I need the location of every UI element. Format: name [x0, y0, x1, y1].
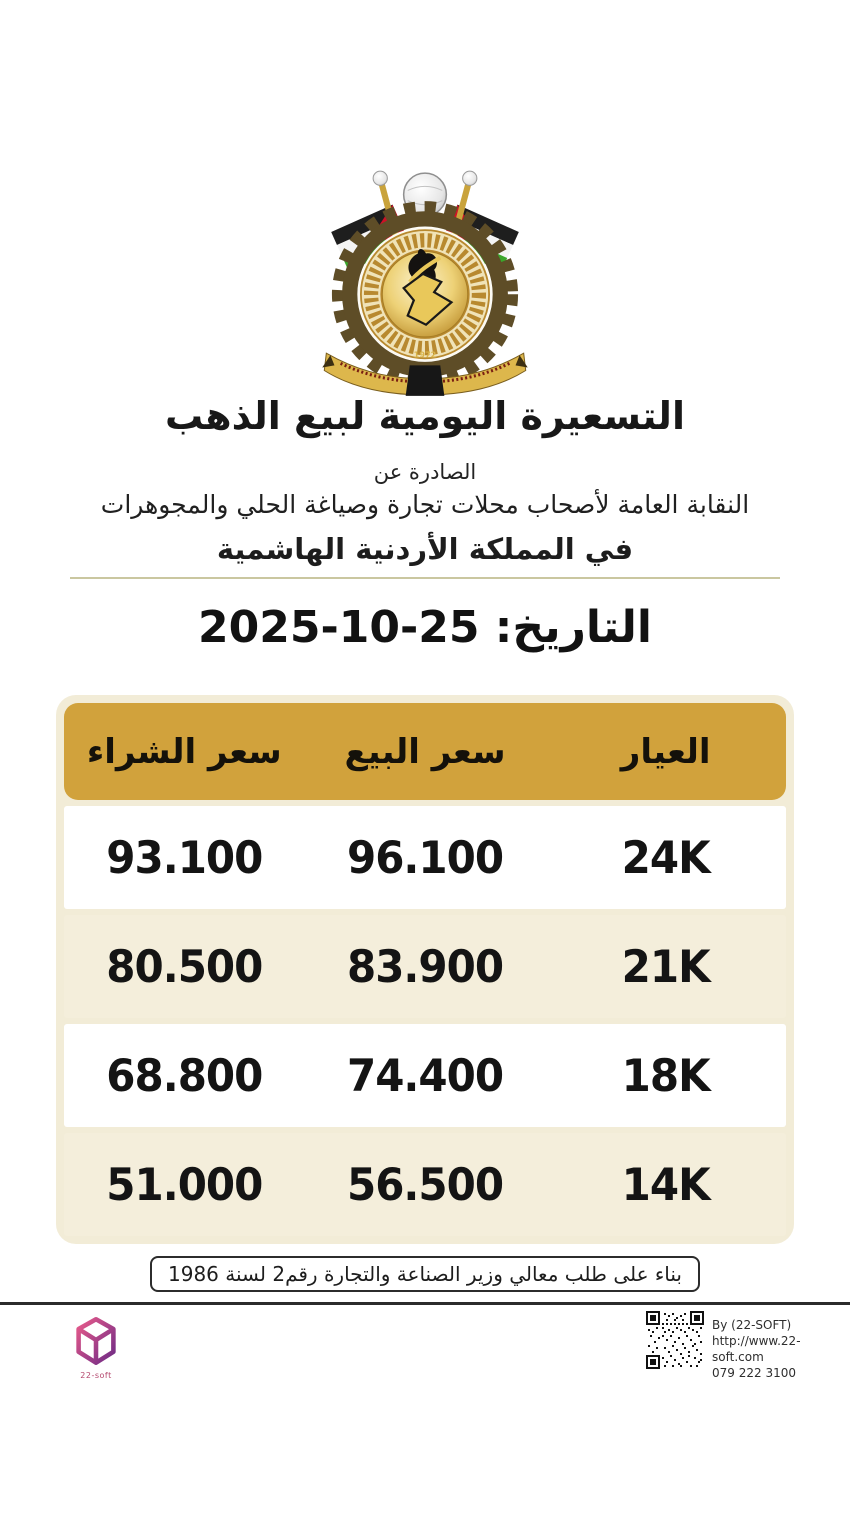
gold-price-table: [56, 695, 794, 1244]
cube-logo-icon: [74, 1316, 118, 1366]
organization-name: النقابة العامة لأصحاب محلات تجارة وصياغة الحلي والمجوهرات: [100, 490, 750, 519]
page-title: التسعيرة اليومية لبيع الذهب: [165, 394, 685, 438]
credit-by: By (22-SOFT): [712, 1318, 792, 1332]
buy-price: 51.000: [106, 1158, 263, 1211]
divider-line: [70, 577, 780, 579]
credit-url: http://www.22-soft.com: [712, 1334, 801, 1364]
table-row-21k: [64, 915, 786, 1018]
karat-value: 21K: [621, 940, 710, 993]
column-header-karat: العيار: [620, 731, 711, 772]
brand-caption: 22-soft: [80, 1371, 112, 1380]
column-header-buy: سعر الشراء: [86, 731, 282, 772]
credit-phone: 079 222 3100: [712, 1366, 796, 1380]
date-line: التاريخ: 25-10-2025: [197, 602, 653, 653]
emblem-graphic: [319, 164, 531, 400]
sell-price: 74.400: [346, 1049, 504, 1102]
qr-code: [646, 1311, 704, 1369]
table-row-24k: [64, 806, 786, 909]
sell-price: 83.900: [346, 940, 504, 993]
buy-price: 80.500: [106, 940, 263, 993]
buy-price: 68.800: [106, 1049, 263, 1102]
sell-price: 56.500: [346, 1158, 504, 1211]
brand-logo: [70, 1316, 122, 1380]
buy-price: 93.100: [106, 831, 263, 884]
table-row-18k: [64, 1024, 786, 1127]
issued-by-label: الصادرة عن: [373, 460, 477, 484]
software-credit: [712, 1317, 850, 1381]
table-header-row: [64, 703, 786, 800]
emblem-year: 1972: [413, 349, 437, 360]
karat-value: 14K: [621, 1158, 710, 1211]
footer-divider: [0, 1302, 850, 1305]
syndicate-emblem: [319, 164, 531, 400]
karat-value: 18K: [621, 1049, 710, 1102]
kingdom-name: في المملكة الأردنية الهاشمية: [216, 532, 634, 566]
karat-value: 24K: [621, 831, 710, 884]
table-row-14k: [64, 1133, 786, 1236]
sell-price: 96.100: [346, 831, 504, 884]
ministerial-note: بناء على طلب معالي وزير الصناعة والتجارة رقم2 لسنة 1986: [150, 1256, 700, 1292]
column-header-sell: سعر البيع: [344, 731, 506, 772]
